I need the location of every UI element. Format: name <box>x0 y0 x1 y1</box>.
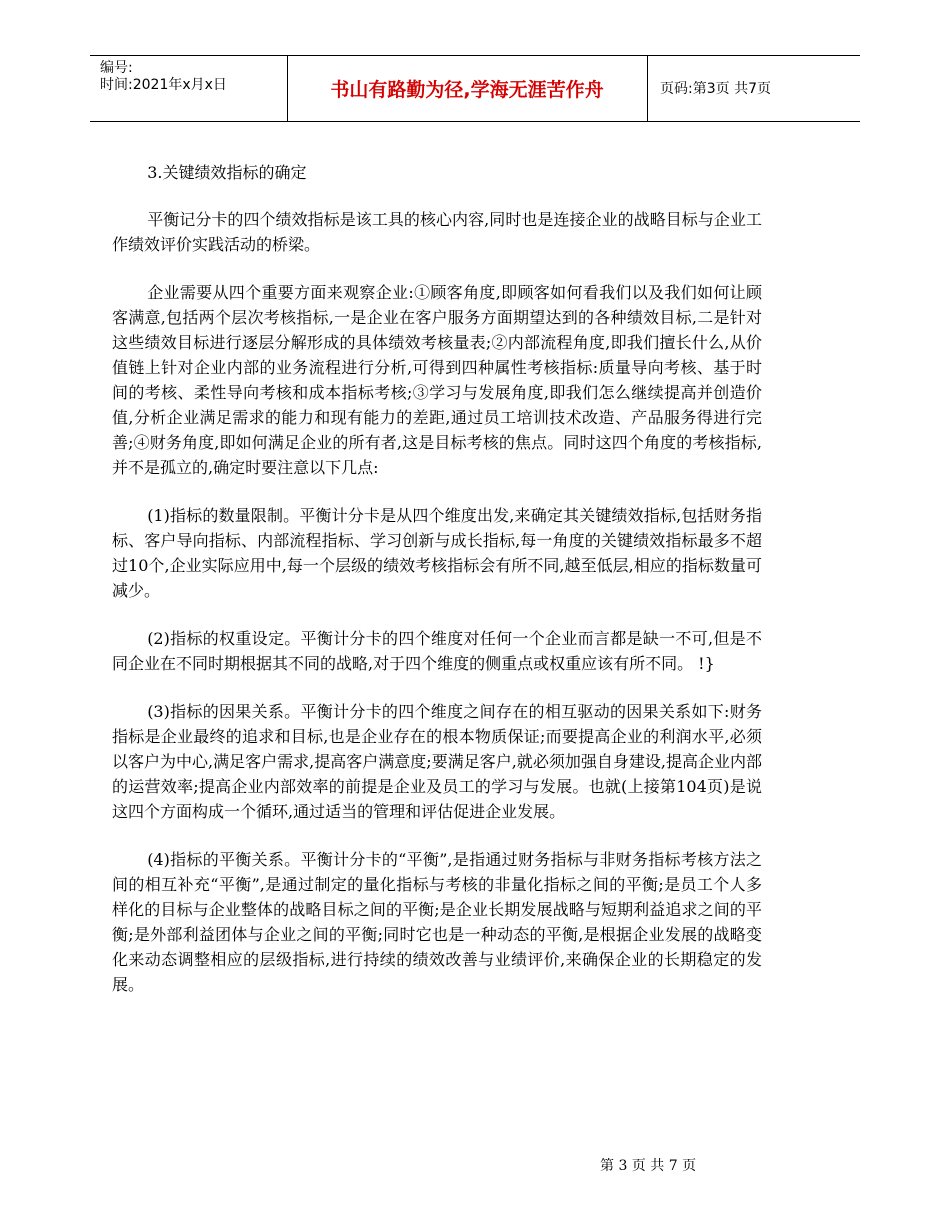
paragraph-point-3: (3)指标的因果关系。平衡计分卡的四个维度之间存在的相互驱动的因果关系如下:财务指标是企业最终的追求和目标,也是企业存在的根本物质保证;而要提高企业的利润水平,必须以客户为中心,满足客户需求,提高客户满意度;要满足客户,就必须加强自身建设,提高企业内部的运营效率;提高企业内部效率的前提是企业及员工的学习与发展。也就(上接第104页)是说这四个方面构成一个循环,通过适当的管理和评估促进企业发展。 <box>112 702 762 821</box>
header-divider-right <box>647 55 648 121</box>
section-heading: 3.关键绩效指标的确定 <box>147 163 307 182</box>
header-page-info: 页码:第3页 共7页 <box>660 81 771 97</box>
footer-page-number: 第 3 页 共 7 页 <box>600 1158 697 1174</box>
paragraph-point-1: (1)指标的数量限制。平衡计分卡是从四个维度出发,来确定其关键绩效指标,包括财务指标、客户导向指标、内部流程指标、学习创新与成长指标,每一角度的关键绩效指标最多不超过10个,企业实际应用中,每一个层级的绩效考核指标会有所不同,越至低层,相应的指标数量可减少。 <box>112 506 762 600</box>
paragraph-point-2: (2)指标的权重设定。平衡计分卡的四个维度对任何一个企业而言都是缺一不可,但是不同企业在不同时期根据其不同的战略,对于四个维度的侧重点或权重应该有所不同。 !} <box>112 629 762 673</box>
paragraph-four-perspectives: 企业需要从四个重要方面来观察企业:①顾客角度,即顾客如何看我们以及我们如何让顾客满意,包括两个层次考核指标,一是企业在客户服务方面期望达到的各种绩效目标,二是针对这些绩效目标进行逐层分解形成的具体绩效考核量表;②内部流程角度,即我们擅长什么,从价值链上针对企业内部的业务流程进行分析,可得到四种属性考核指标:质量导向考核、基于时间的考核、柔性导向考核和成本指标考核;③学习与发展角度,即我们怎么继续提高并创造价值,分析企业满足需求的能力和现有能力的差距,通过员工培训技术改造、产品服务得进行完善;④财务角度,即如何满足企业的所有者,这是目标考核的焦点。同时这四个角度的考核指标,并不是孤立的,确定时要注意以下几点: <box>112 283 762 477</box>
document-time-label: 时间:2021年x月x日 <box>100 77 227 93</box>
header-bottom-rule <box>90 121 860 122</box>
header-motto: 书山有路勤为径,学海无涯苦作舟 <box>330 78 604 101</box>
paragraph-intro: 平衡记分卡的四个绩效指标是该工具的核心内容,同时也是连接企业的战略目标与企业工作绩效评价实践活动的桥梁。 <box>112 210 762 254</box>
paragraph-point-4: (4)指标的平衡关系。平衡计分卡的“平衡”,是指通过财务指标与非财务指标考核方法之间的相互补充“平衡”,是通过制定的量化指标与考核的非量化指标之间的平衡;是员工个人多样化的目标与企业整体的战略目标之间的平衡;是企业长期发展战略与短期利益追求之间的平衡;是外部利益团体与企业之间的平衡;同时它也是一种动态的平衡,是根据企业发展的战略变化来动态调整相应的层级指标,进行持续的绩效改善与业绩评价,来确保企业的长期稳定的发展。 <box>112 850 762 994</box>
document-body <box>112 160 762 1020</box>
header-meta <box>100 60 227 94</box>
document-number-label: 编号: <box>100 60 133 76</box>
